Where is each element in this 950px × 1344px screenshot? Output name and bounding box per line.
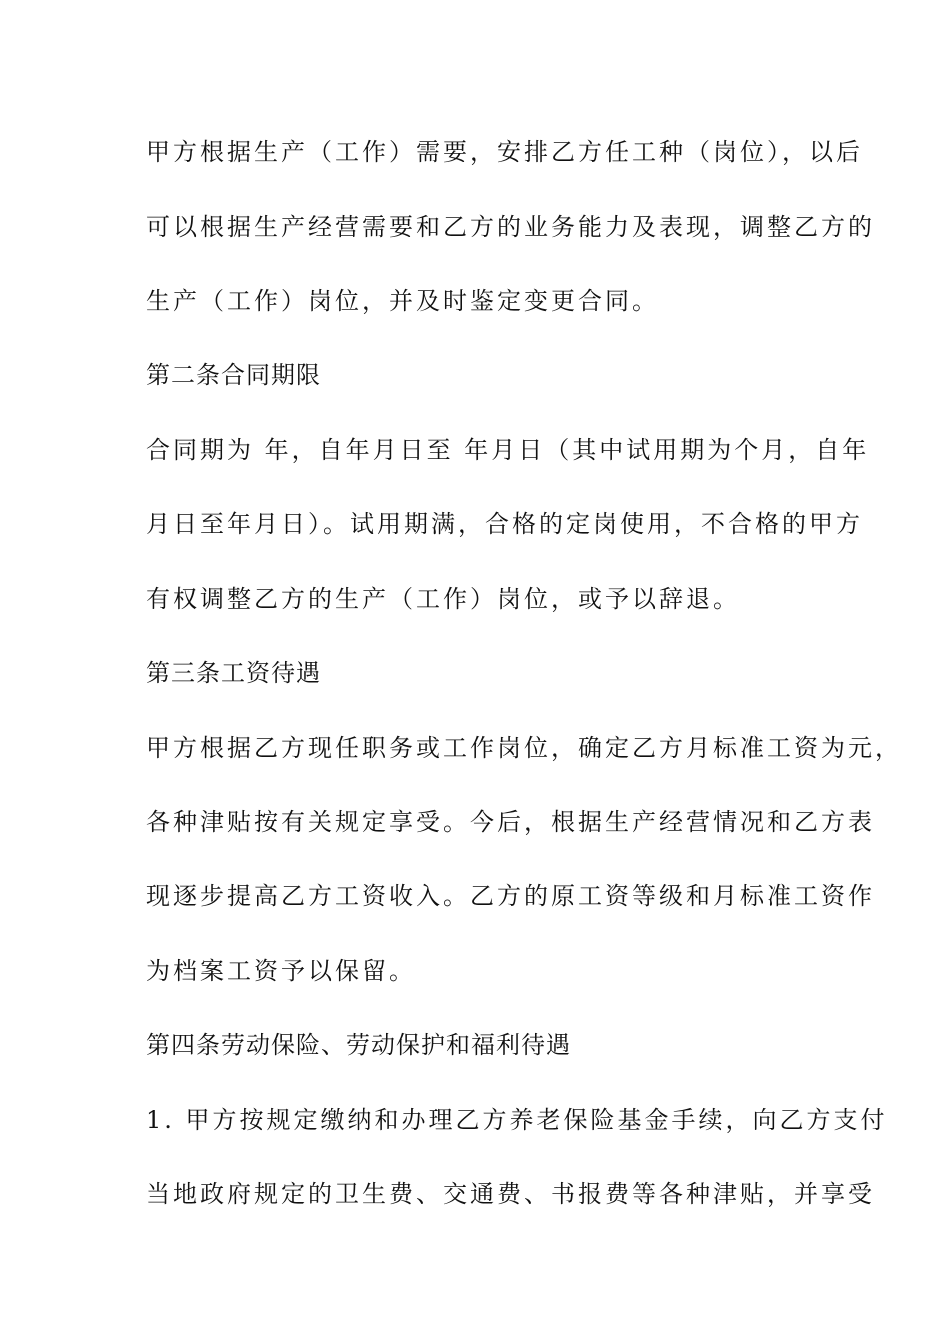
- paragraph-line-7: 有权调整乙方的生产（工作）岗位，或予以辞退。: [146, 585, 740, 613]
- paragraph-line-14: 1. 甲方按规定缴纳和办理乙方养老保险基金手续，向乙方支付: [146, 1106, 888, 1134]
- paragraph-line-15: 当地政府规定的卫生费、交通费、书报费等各种津贴，并享受: [146, 1180, 875, 1208]
- paragraph-line-12: 为档案工资予以保留。: [146, 957, 416, 985]
- section-heading-2: 第二条合同期限: [146, 361, 321, 389]
- paragraph-line-11: 现逐步提高乙方工资收入。乙方的原工资等级和月标准工资作: [146, 882, 875, 910]
- paragraph-line-3: 生产（工作）岗位，并及时鉴定变更合同。: [146, 287, 659, 315]
- paragraph-line-5: 合同期为 年，自年月日至 年月日（其中试用期为个月，自年: [146, 436, 870, 464]
- paragraph-line-2: 可以根据生产经营需要和乙方的业务能力及表现，调整乙方的: [146, 213, 875, 241]
- paragraph-line-9: 甲方根据乙方现任职务或工作岗位，确定乙方月标准工资为元，: [146, 734, 902, 762]
- section-heading-3: 第三条工资待遇: [146, 659, 321, 687]
- paragraph-line-1: 甲方根据生产（工作）需要，安排乙方任工种（岗位），以后: [146, 138, 863, 166]
- paragraph-line-10: 各种津贴按有关规定享受。今后，根据生产经营情况和乙方表: [146, 808, 875, 836]
- paragraph-line-6: 月日至年月日）。试用期满，合格的定岗使用，不合格的甲方: [146, 510, 863, 538]
- section-heading-4: 第四条劳动保险、劳动保护和福利待遇: [146, 1031, 571, 1059]
